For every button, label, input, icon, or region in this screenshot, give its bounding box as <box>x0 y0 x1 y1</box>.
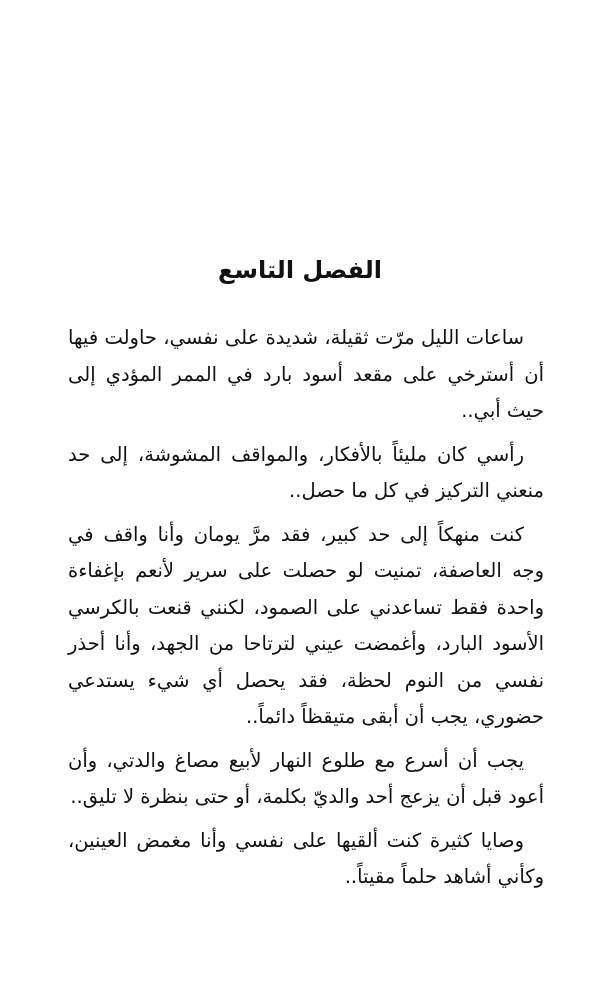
paragraph: كنت منهكاً إلى حد كبير، فقد مرَّ يومان وأنا واقف في وجه العاصفة، تمنيت لو حصلت على سرير لأنعم بإغفاءة واحدة فقط تساعدني على الصمود، لكنني قنعت بالكرسي الأسود البارد، وأغمضت عيني لترتاحا من الجهد، وأنا أحذر نفسي من النوم لحظة، فقد يحصل أي شيء يستدعي حضوري، يجب أن أبقى متيقظاً دائماً.. <box>68 522 544 728</box>
paragraph: رأسي كان مليئاً بالأفكار، والمواقف المشوشة، إلى حد منعني التركيز في كل ما حصل.. <box>68 442 544 502</box>
paragraph: يجب أن أسرع مع طلوع النهار لأبيع مصاغ والدتي، وأن أعود قبل أن يزعج أحد والديّ بكلمة، أو حتى بنظرة لا تليق.. <box>68 748 544 808</box>
paragraph: ساعات الليل مرّت ثقيلة، شديدة على نفسي، حاولت فيها أن أسترخي على مقعد أسود بارد في الممر المؤدي إلى حيث أبي.. <box>68 326 544 422</box>
chapter-body <box>68 320 544 903</box>
paragraph: وصايا كثيرة كنت ألقيها على نفسي وأنا مغمض العينين، وكأني أشاهد حلماً مقيتاً.. <box>68 828 544 888</box>
chapter-title: الفصل التاسع <box>218 256 382 284</box>
